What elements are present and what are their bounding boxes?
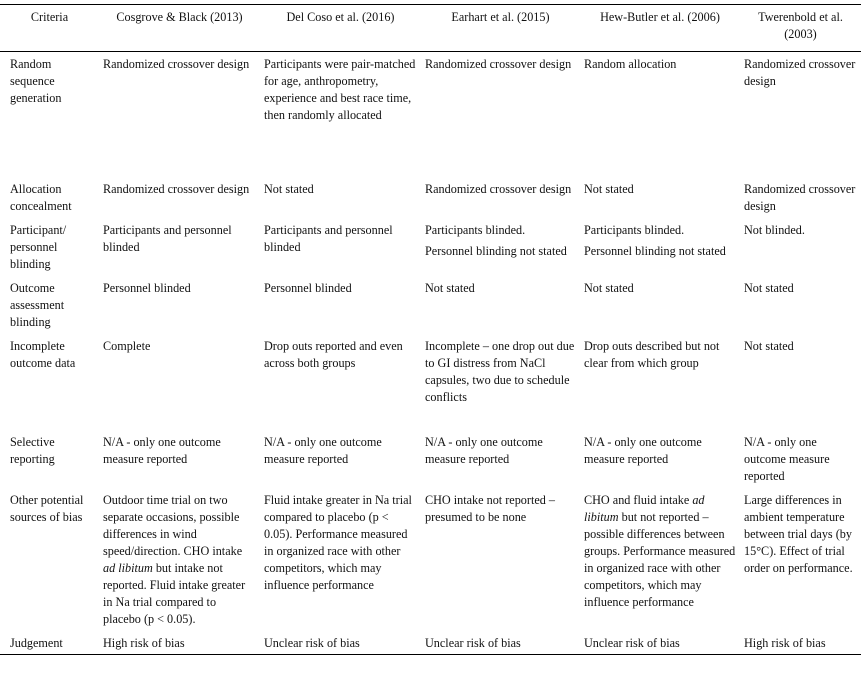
table-cell: Not stated	[264, 181, 314, 196]
risk-of-bias-table	[0, 4, 861, 655]
header-criteria: Criteria	[0, 5, 99, 52]
criteria-cell: Random sequence generation	[10, 57, 62, 105]
table-cell: Incomplete – one drop out due to GI distress from NaCl capsules, two due to schedule conflicts	[425, 338, 575, 404]
table-row	[0, 52, 861, 180]
table-cell: N/A - only one outcome measure reported	[584, 434, 702, 466]
table-cell: Randomized crossover design	[425, 181, 572, 196]
table-row	[0, 180, 861, 221]
table-row	[0, 337, 861, 433]
table-cell: High risk of bias	[99, 634, 260, 655]
italic-term: ad libitum	[103, 560, 153, 575]
cell-line: Participants blinded.	[425, 222, 526, 237]
table-cell: Unclear risk of bias	[580, 634, 740, 655]
criteria-cell: Participant/ personnel blinding	[10, 222, 67, 271]
table-cell: CHO and fluid intake ad libitum but not reported – possible differences between groups. Performance measured in organized race with other competitors, which may influence performance	[584, 492, 736, 609]
criteria-cell: Other potential sources of bias	[10, 492, 84, 524]
table-cell: Complete	[103, 338, 151, 353]
table-cell: Not stated	[744, 338, 794, 353]
table-cell: Not stated	[584, 280, 634, 295]
table-cell: N/A - only one outcome measure reported	[425, 434, 543, 466]
table-cell: Not stated	[584, 181, 634, 196]
header-cosgrove-black-2013: Cosgrove & Black (2013)	[99, 5, 260, 52]
table-row	[0, 491, 861, 634]
table-cell: Unclear risk of bias	[421, 634, 580, 655]
header-twerenbold-2003: Twerenbold et al. (2003)	[740, 5, 861, 52]
table-row	[0, 433, 861, 491]
header-row	[0, 5, 861, 52]
italic-term: ad libitum	[584, 492, 705, 524]
table-cell: Randomized crossover design	[744, 57, 856, 88]
table-cell: Drop outs reported and even across both groups	[264, 338, 403, 370]
header-del-coso-2016: Del Coso et al. (2016)	[260, 5, 421, 52]
header-hew-butler-2006: Hew-Butler et al. (2006)	[580, 5, 740, 52]
criteria-cell: Outcome assessment blinding	[10, 280, 65, 329]
table-cell	[580, 221, 740, 279]
table-cell: Not stated	[744, 280, 794, 295]
table-cell: N/A - only one outcome measure reported	[103, 434, 221, 466]
cell-line: Personnel blinding not stated	[425, 243, 567, 258]
table-cell: High risk of bias	[740, 634, 861, 655]
table-cell: Drop outs described but not clear from which group	[584, 338, 720, 370]
table-row	[0, 279, 861, 337]
table-cell: Randomized crossover design	[425, 57, 572, 71]
table-cell: Participants and personnel blinded	[103, 222, 232, 254]
table-cell: Personnel blinded	[103, 280, 191, 295]
table-row	[0, 634, 861, 655]
table-cell: Not stated	[425, 280, 475, 295]
table-cell: Randomized crossover design	[103, 181, 250, 196]
criteria-cell: Allocation concealment	[10, 181, 72, 213]
table-cell: N/A - only one outcome measure reported	[264, 434, 382, 466]
table-cell: Randomized crossover design	[744, 181, 856, 213]
table-cell: Outdoor time trial on two separate occasions, possible differences in wind speed/direction. CHO intake ad libitum but intake not reported. Fluid intake greater in Na trial compared to placebo (p < 0.05).	[103, 492, 246, 626]
criteria-cell: Judgement	[0, 634, 99, 655]
table-cell: Not blinded.	[744, 222, 805, 237]
table-cell: Large differences in ambient temperature between trial days (by 15°C). Effect of trial order on performance.	[744, 492, 853, 575]
criteria-cell: Selective reporting	[10, 434, 55, 466]
cell-line: Participants blinded.	[584, 222, 685, 237]
header-earhart-2015: Earhart et al. (2015)	[421, 5, 580, 52]
table-row	[0, 221, 861, 279]
table-cell: Random allocation	[584, 57, 677, 71]
criteria-cell: Incomplete outcome data	[10, 338, 76, 370]
table-cell	[421, 221, 580, 279]
table-cell: CHO intake not reported – presumed to be none	[425, 492, 555, 524]
table-cell: Participants were pair-matched for age, anthropometry, experience and best race time, then randomly allocated	[264, 57, 416, 122]
table-cell: Fluid intake greater in Na trial compared to placebo (p < 0.05). Performance measured in organized race with other competitors, which may influence performance	[264, 492, 412, 592]
table-cell: N/A - only one outcome measure reported	[744, 434, 830, 483]
cell-line: Personnel blinding not stated	[584, 243, 726, 258]
table-cell: Participants and personnel blinded	[264, 222, 393, 254]
table-cell: Randomized crossover design	[103, 57, 250, 71]
table-cell: Unclear risk of bias	[260, 634, 421, 655]
table-cell: Personnel blinded	[264, 280, 352, 295]
